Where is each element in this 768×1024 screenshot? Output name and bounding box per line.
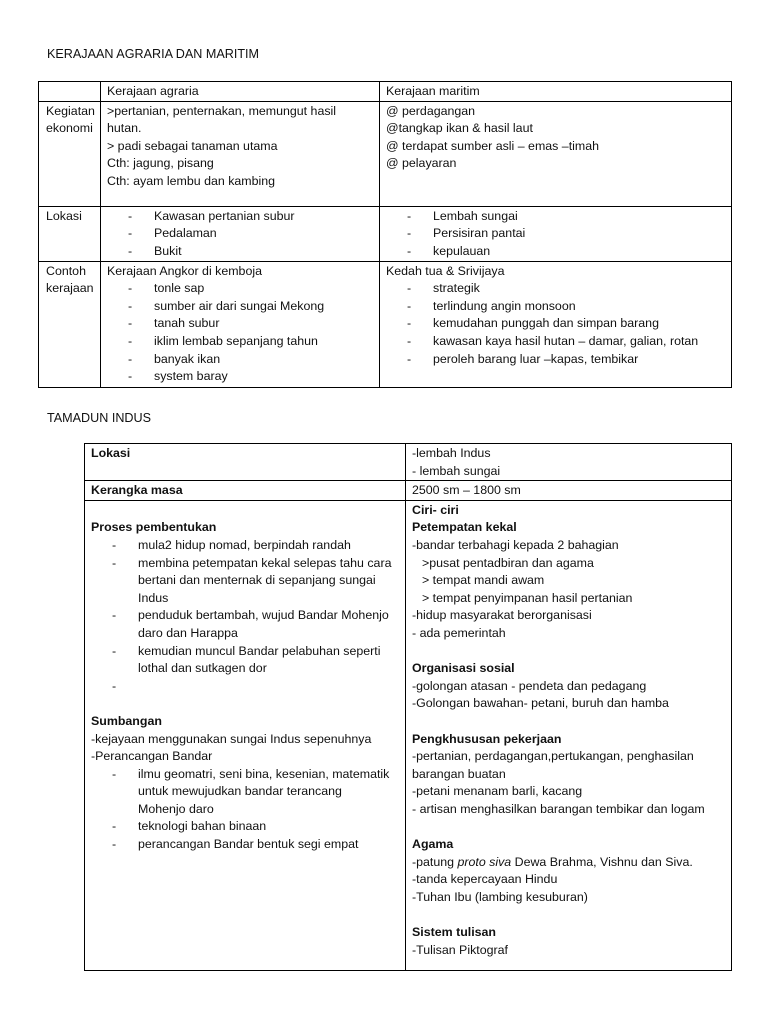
list-item: - Persisiran pantai [386,225,731,243]
kegiatan-maritim-cell: @ perdagangan @tangkap ikan & hasil laut @ terdapat sumber asli – emas –timah @ pelayaran [380,101,732,206]
list-item: - sumber air dari sungai Mekong [107,298,379,316]
list-item: - tonle sap [107,280,379,298]
list-item: - banyak ikan [107,351,379,369]
table-row-kegiatan [39,101,732,206]
header-agraria: Kerajaan agraria [101,82,380,102]
row-label-contoh: Contoh kerajaan [39,261,101,387]
table-row-details [85,500,732,970]
ciri-title: Ciri- ciri [412,502,459,517]
lokasi-maritim-cell [380,206,732,261]
lokasi-label-cell: Lokasi [85,444,406,481]
row-label-kegiatan: Kegiatan ekonomi [39,101,101,206]
table1-heading: KERAJAAN AGRARIA DAN MARITIM [47,47,260,61]
list-item: - perancangan Bandar bentuk segi empat [91,836,405,854]
proses-title: Proses pembentukan [91,520,217,535]
list-item: - Pedalaman [107,225,379,243]
list-item: - ilmu geomatri, seni bina, kesenian, matematik [91,766,405,784]
tamadun-indus-table [84,443,732,971]
table-row-kerangka [85,481,732,501]
sosial-title: Organisasi sosial [412,661,515,676]
row-label-lokasi: Lokasi [39,206,101,261]
contoh-maritim-cell: Kedah tua & Srivijaya - strategik - terlindung angin monsoon - kemudahan punggah dan simpan barang - kawasan kaya hasil hutan – damar, galian, rotan - peroleh barang luar –kapas, tembikar [380,261,732,387]
list-item: - iklim lembab sepanjang tahun [107,333,379,351]
list-item: - kawasan kaya hasil hutan – damar, galian, rotan [386,333,731,351]
tulisan-title: Sistem tulisan [412,925,497,940]
list-item [91,678,405,696]
lokasi-value-cell: -lembah Indus - lembah sungai [406,444,732,481]
list-item: - Bukit [107,243,379,261]
list-item: - kemudian muncul Bandar pelabuhan seperti [91,643,405,661]
contoh-agraria-cell: Kerajaan Angkor di kemboja - tonle sap - sumber air dari sungai Mekong - tanah subur - iklim lembab sepanjang tahun - banyak ikan - system baray [101,261,380,387]
list-item: - membina petempatan kekal selepas tahu cara [91,555,405,573]
list-item: - mula2 hidup nomad, berpindah randah [91,537,405,555]
list-item: - system baray [107,368,379,386]
list-item: - terlindung angin monsoon [386,298,731,316]
table2-heading: TAMADUN INDUS [47,411,152,425]
list-item: - Lembah sungai [386,208,731,226]
empty-header-cell [39,82,101,102]
agama-patung-line: -patung proto siva Dewa Brahma, Vishnu dan Siva. [412,854,693,869]
table-row-lokasi [39,206,732,261]
table-row-lokasi [85,444,732,481]
kerangka-label-cell: Kerangka masa [85,481,406,501]
table-row-contoh [39,261,732,387]
left-details-cell: Proses pembentukan - mula2 hidup nomad, berpindah randah - membina petempatan kekal selepas tahu cara bertani dan menternak di sepanjang sungai Indus - penduduk bertambah, wujud Bandar Mohenjo daro dan Harappa - kemudian muncul Bandar pelabuhan seperti lothal dan sutkagen dor - Sumbangan -kejayaan menggunakan sungai Indus sepenuhnya -Perancangan Bandar - ilmu geomatri, seni bina, kesenian, matematik untuk mewujudkan bandar terancang Mohenjo daro - teknologi bahan binaan - perancangan Bandar bentuk segi empat [85,500,406,970]
kerangka-value-cell: 2500 sm – 1800 sm [406,481,732,501]
pekerjaan-title: Pengkhususan pekerjaan [412,731,562,746]
list-item: - Kawasan pertanian subur [107,208,379,226]
right-details-cell: Ciri- ciri Petempatan kekal -bandar terbahagi kepada 2 bahagian >pusat pentadbiran dan agama > tempat mandi awam > tempat penyimpanan hasil pertanian -hidup masyarakat berorganisasi - ada pemerintah Organisasi sosial -golongan atasan - pendeta dan pedagang -Golongan bawahan- petani, buruh dan hamba Pengkhususan pekerjaan -pertanian, perdagangan,pertukangan, penghasilan barangan buatan -petani menanam barli, kacang - artisan menghasilkan barangan tembikar dan logam Agama -patung proto siva Dewa Brahma, Vishnu dan Siva. -tanda kepercayaan Hindu -Tuhan Ibu (lambing kesuburan) Sistem tulisan -Tulisan Piktograf [406,500,732,970]
sumbangan-title: Sumbangan [91,713,162,728]
petempatan-title: Petempatan kekal [412,520,517,535]
list-item: - penduduk bertambah, wujud Bandar Mohenjo [91,607,405,625]
agraria-maritim-table [38,81,732,388]
header-maritim: Kerajaan maritim [380,82,732,102]
list-item: - strategik [386,280,731,298]
list-item: - kemudahan punggah dan simpan barang [386,315,731,333]
lokasi-agraria-cell [101,206,380,261]
kegiatan-agraria-cell: >pertanian, penternakan, memungut hasil hutan. > padi sebagai tanaman utama Cth: jagung, pisang Cth: ayam lembu dan kambing [101,101,380,206]
list-item: - teknologi bahan binaan [91,818,405,836]
list-item: - peroleh barang luar –kapas, tembikar [386,351,731,369]
table-header-row [39,82,732,102]
list-item: - tanah subur [107,315,379,333]
agama-title: Agama [412,837,454,852]
list-item: - kepulauan [386,243,731,261]
